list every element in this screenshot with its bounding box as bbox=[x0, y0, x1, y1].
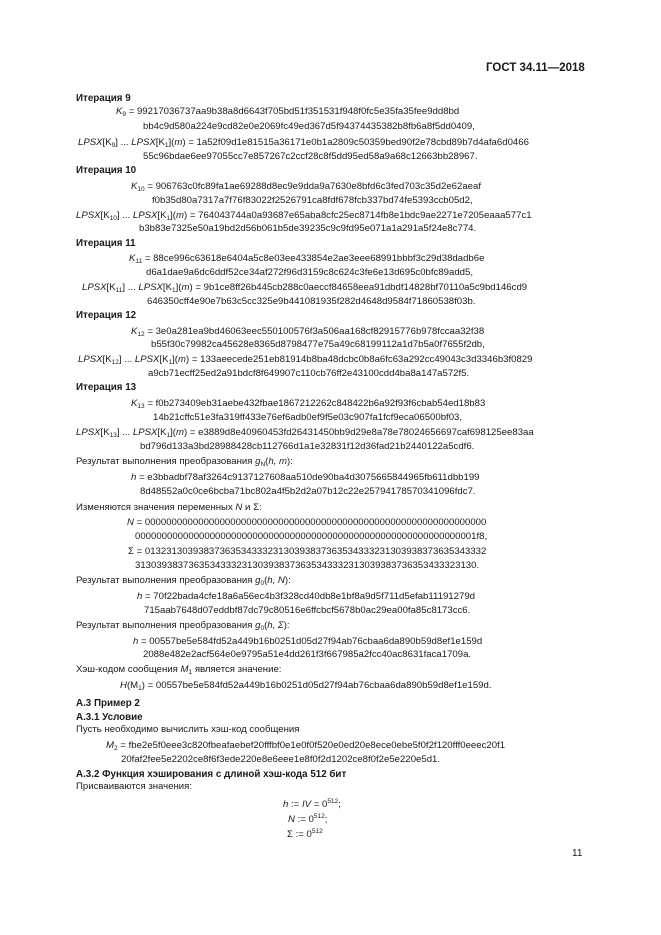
paragraph-text: Присваиваются значения: bbox=[76, 781, 192, 792]
lpsx-bracket: [K bbox=[100, 427, 110, 438]
gn-value-line2: 8d48552a0c0ce6bcba71bc802a4f5b2d2a07b12c22e25794178570341096fdc7. bbox=[140, 486, 476, 497]
lpsx-line bbox=[82, 282, 527, 297]
lpsx-paren: ]( bbox=[175, 282, 182, 293]
lpsx-bracket: [K bbox=[162, 282, 172, 293]
key-line bbox=[129, 253, 484, 268]
g0s-result-caption: Результат выполнения преобразования $g_0(h$, Σ): bbox=[76, 620, 290, 632]
g0s-value-line2: 2088e482e2acf564e0e9795a51e4dd261f3f667985a2fcc40ac8631faca1709a. bbox=[143, 649, 472, 660]
lpsx-index: 1 bbox=[168, 359, 173, 366]
key-index: 13 bbox=[137, 403, 145, 410]
lpsx-value-line2: b3b83e7325e50a19bd2d56b061b5de39235c9c9fd95e071a1a291a5f24e8c774. bbox=[139, 223, 477, 234]
sigma-value-line1: Σ = 0132313039383736353433323130393837363534333231303938373635343332 bbox=[128, 546, 487, 557]
lpsx-bracket: [K bbox=[159, 354, 169, 365]
lpsx-ellipsis: ] ... bbox=[116, 427, 133, 438]
gn-result-caption: Результат выполнения преобразования $g_N(h$, m): bbox=[76, 456, 293, 468]
lpsx-bracket: [K bbox=[157, 210, 167, 221]
iteration-heading: Итерация 9 bbox=[76, 93, 131, 104]
lpsx-symbol: LPSX bbox=[132, 210, 158, 221]
key-value-line1: = 99217036737aa9b38a8d6643f705bd51f351531f948f0fc5e35fa35fee9dd8bd bbox=[128, 106, 460, 117]
key-value-line1: = f0b273409eb31aebe432fbae1867212262c848422b6a92f93f6cbab54ed18b83 bbox=[147, 398, 486, 409]
g-function-symbol: g bbox=[255, 456, 261, 467]
lpsx-index: 10 bbox=[109, 215, 117, 222]
lpsx-value-line1: = 9b1ce8ff26b445cb288c0aeccf84658eea91dbdf14828bf70110a5c9bd146cd9 bbox=[195, 282, 528, 293]
n-value-line2: 0000000000000000000000000000000000000000000000000000000000000001f8, bbox=[135, 531, 488, 542]
message-symbol: m bbox=[175, 427, 184, 438]
key-index: 11 bbox=[135, 258, 143, 265]
key-index: 9 bbox=[122, 111, 127, 118]
g-function-symbol: g bbox=[255, 575, 261, 586]
g0s-value-line1: h = 00557be5e584fd52a449b16b0251d05d27f94ab76cbaa6da890b59d8ef1e159d bbox=[133, 636, 483, 647]
m2-value-line2: 20faf2fee5e2202ce8f6f3ede220e8e6eee1e8f0f2d1202ce8f0f2e5e220e5d1. bbox=[121, 754, 441, 765]
lpsx-symbol: LPSX bbox=[78, 137, 103, 148]
g0n-result-caption: Результат выполнения преобразования $g_0(h$, N): bbox=[76, 575, 291, 587]
lpsx-index: 12 bbox=[111, 359, 119, 366]
lpsx-paren: ]( bbox=[170, 427, 176, 438]
lpsx-ellipsis: ] ... bbox=[115, 137, 132, 148]
lpsx-symbol: LPSX bbox=[76, 210, 101, 221]
n-assignment: N := $0^{512}$; bbox=[288, 813, 328, 825]
lpsx-index: 11 bbox=[115, 287, 123, 294]
lpsx-line bbox=[78, 137, 529, 152]
key-value-line2: d6a1dae9a6dc6ddf52ce34af272f96d3159c8c624c3fe6e13d695c0bfc89add5, bbox=[146, 267, 474, 278]
key-value-line1: = 906763c0fc89fa1ae69288d8ec9e9dda9a7630e8bfd6c3fed703c35d2e62aeaf bbox=[147, 181, 482, 192]
key-index: 12 bbox=[137, 331, 145, 338]
lpsx-bracket: [K bbox=[102, 137, 112, 148]
key-value-line1: = 3e0a281ea9bd46063eec550100576f3a506aa168cf82915776b978fccaa32f38 bbox=[147, 326, 485, 337]
lpsx-paren: ) bbox=[185, 354, 190, 365]
lpsx-paren: ) bbox=[183, 210, 188, 221]
lpsx-symbol: LPSX bbox=[82, 282, 107, 293]
subsection-heading: А.3.2 Функция хэширования с длиной хэш-кода 512 бит bbox=[76, 769, 347, 780]
lpsx-value-line1: = 1a52f09d1e81515a36171e0b1a2809c50359bed90f2e78cbd89b7d4afa6d0466 bbox=[188, 137, 529, 148]
lpsx-index: 1 bbox=[172, 287, 176, 294]
key-value-line2: f0b35d80a7317a7f76f83022f2526791ca8fdf678fcb337bd74fe5393ccb05d2, bbox=[152, 195, 473, 206]
key-value-line2: 14b21cffc51e3fa319ff433e76ef6adb0ef9f5e03c907fa1fcf9eca06500bf03, bbox=[153, 412, 463, 423]
iteration-heading: Итерация 11 bbox=[76, 238, 136, 249]
lpsx-symbol: LPSX bbox=[132, 427, 158, 438]
key-line bbox=[131, 181, 481, 196]
lpsx-symbol: LPSX bbox=[138, 282, 163, 293]
standard-code: ГОСТ 34.11—2018 bbox=[486, 62, 585, 74]
section-heading: А.3 Пример 2 bbox=[76, 698, 140, 709]
lpsx-line bbox=[78, 354, 533, 369]
lpsx-symbol: LPSX bbox=[134, 354, 160, 365]
lpsx-symbol: LPSX bbox=[131, 137, 156, 148]
lpsx-paren: ) bbox=[189, 282, 193, 293]
key-index: 10 bbox=[137, 186, 145, 193]
lpsx-symbol: LPSX bbox=[78, 354, 103, 365]
hash-value: $H(M_1)$ = 00557be5e584fd52a449b16b0251d05d27f94ab76cbaa6da890b59d8ef1e159d. bbox=[120, 680, 492, 692]
paragraph-text: Пусть необходимо вычислить хэш-код сообщения bbox=[76, 724, 300, 735]
g0n-value-line1: h = 70f22bada4cfe18a6a56ec4b3f328cd40db8e1bf8a9d5f711d5efab11191279d bbox=[137, 591, 475, 602]
subsection-heading: А.3.1 Условие bbox=[76, 712, 143, 723]
hash-caption: Хэш-кодом сообщения $M_1$ является значение: bbox=[76, 664, 282, 676]
lpsx-bracket: [K bbox=[100, 210, 110, 221]
key-symbol: K bbox=[131, 398, 138, 409]
lpsx-ellipsis: ] ... bbox=[122, 282, 139, 293]
lpsx-bracket: [K bbox=[106, 282, 116, 293]
lpsx-ellipsis: ] ... bbox=[118, 354, 135, 365]
message-symbol: m bbox=[174, 137, 183, 148]
g-function-symbol: g bbox=[255, 620, 261, 631]
lpsx-paren: ) bbox=[182, 137, 186, 148]
lpsx-index: 1 bbox=[164, 142, 169, 149]
iteration-heading: Итерация 12 bbox=[76, 310, 137, 321]
key-symbol: K bbox=[131, 326, 138, 337]
lpsx-value-line2: bd796d133a3bd28988428cb112766d1a1e32831f12d36fad21b2440122a5cdf6. bbox=[140, 441, 475, 452]
h-assignment: h := IV = $0^{512}$; bbox=[283, 798, 341, 810]
iteration-heading: Итерация 13 bbox=[76, 382, 137, 393]
key-value-line1: = 88ce996c63618e6404a5c8e03ee433854e2ae3eee68991bbbf3c29d38dadb6e bbox=[144, 253, 485, 264]
key-symbol: K bbox=[116, 106, 123, 117]
lpsx-paren: ]( bbox=[168, 137, 175, 148]
lpsx-bracket: [K bbox=[155, 137, 165, 148]
sigma-assignment: Σ := $0^{512}$ bbox=[287, 828, 323, 840]
key-line bbox=[116, 106, 459, 121]
key-symbol: K bbox=[129, 253, 136, 264]
sigma-value-line2: 3130393837363534333231303938373635343332313039383736353433323130. bbox=[135, 560, 480, 571]
lpsx-value-line2: 55c96bdae6ee97055cc7e857267c2ccf28c8f5dd95ed58a9a68c12663bb28967. bbox=[143, 151, 478, 162]
variables-change-caption: Изменяются значения переменных N и Σ: bbox=[76, 502, 262, 513]
lpsx-value-line2: a9cb71ecff25ed2a91bdcf8f649907c110cb76ff2e43100cdd4ba8a147a572f5. bbox=[148, 368, 470, 379]
lpsx-value-line2: 646350cff4e90e7b63c5cc325e9b441081935f282d4648d9584f71860538f03b. bbox=[147, 296, 476, 307]
lpsx-value-line1: = 764043744a0a93687e65aba8cfc25ec8714fb8e1bdc9ae2271e7205eaaa577c1 bbox=[189, 210, 532, 221]
lpsx-paren: ]( bbox=[172, 354, 178, 365]
lpsx-index: 1 bbox=[166, 432, 171, 439]
lpsx-line bbox=[76, 427, 534, 442]
message-symbol: m bbox=[177, 354, 186, 365]
lpsx-paren: ]( bbox=[170, 210, 176, 221]
lpsx-paren: ) bbox=[183, 427, 188, 438]
page-number: 11 bbox=[572, 848, 583, 859]
lpsx-value-line1: = e3889d8e40960453fd26431450bb9d29e8a78e78024656697caf698125ee83aa bbox=[189, 427, 534, 438]
message-symbol: m bbox=[175, 210, 184, 221]
n-value-line1: N = 0000000000000000000000000000000000000000000000000000000000000000 bbox=[127, 517, 487, 528]
key-line bbox=[131, 398, 485, 413]
lpsx-bracket: [K bbox=[102, 354, 112, 365]
message-symbol: m bbox=[181, 282, 190, 293]
lpsx-value-line1: = 133aeecede251eb81914b8ba48dcbc0b8a6fc63a292cc49043c3d3346b3f0829 bbox=[191, 354, 533, 365]
lpsx-bracket: [K bbox=[157, 427, 167, 438]
key-value-line2: b55f30c79982ca45628e8365d8798477e75a49c68199112a1d7b5a0f7655f2db, bbox=[151, 339, 485, 350]
lpsx-index: 1 bbox=[166, 215, 171, 222]
g0n-value-line2: 715aab7648d07eddbf87dc79c80516e6ffcbcf5678b0ac29ea00fa85c8173cc6. bbox=[144, 605, 471, 616]
lpsx-index: 13 bbox=[109, 432, 117, 439]
lpsx-ellipsis: ] ... bbox=[116, 210, 133, 221]
key-value-line2: bb4c9d580a224e9cd82e0e2069fc49ed367d5f94374435382b8fb6a8f5dd0409, bbox=[143, 121, 475, 132]
key-symbol: K bbox=[131, 181, 138, 192]
iteration-heading: Итерация 10 bbox=[76, 165, 137, 176]
gn-value-line1: h = e3bbadbf78af3264c9137127608aa510de90ba4d3075665844965fb611dbb199 bbox=[131, 472, 480, 483]
m2-value-line1: $M_2$ = fbe2e5f0eee3c820fbeafaebef20fffbf0e1e0f0f520e0ed20e8ece0ebe5f0f2f120fff0eeec20f1 bbox=[106, 740, 506, 752]
lpsx-symbol: LPSX bbox=[76, 427, 101, 438]
lpsx-index: 9 bbox=[111, 142, 116, 149]
